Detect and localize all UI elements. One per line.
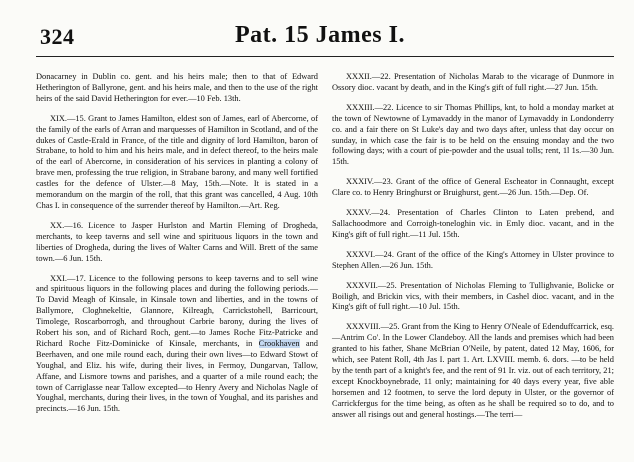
paragraph: XXXVII.—25. Presentation of Nicholas Fleming to Tullighvanie, Bolicke or Boiligh, and Brickin vics, with their members, in Cashel dioc. vacant, and in the King's gift of full right.—10 Jul. 15th. [332,280,614,312]
paragraph: XX.—16. Licence to Jasper Hurlston and Martin Fleming of Drogheda, merchants, to keep taverns and sell wine and spirituous liquors in the town and liberties of Drogheda, during the lives of Walter Carns and Will. Brett of the same town.—6 Jun. 15th. [36,220,318,263]
header-rule [36,56,614,57]
right-column [332,72,614,429]
paragraph: XXXIII.—22. Licence to sir Thomas Phillips, knt, to hold a monday market at the town of Newtowne of Lymavaddy in the manor of Lymavaddy in Londonderry co. and a fair there on St Luke's day and two days after, unless that day occur on sunday, in which case the fair is to be held on the ensuing monday and the two following days; with a court of pie-powder and the usual tolls; rent, 1l 1s.—30 Jun. 15th. [332,102,614,167]
left-column [36,72,318,424]
page-header [0,0,634,72]
highlighted-word: Crookhaven [258,338,300,348]
page-title: Pat. 15 James I. [235,22,405,48]
paragraph: XXXV.—24. Presentation of Charles Clinton to Laten prebend, and Sallachoodmore and Corroigh-toneloghin vic. in Emly dioc. vacant, and in the King's gift of full right.—11 Jul. 15th. [332,208,614,239]
paragraph [36,274,318,416]
paragraph: XXXVI.—24. Grant of the office of the King's Attorney in Ulster province to Stephen Allen.—26 Jun. 15th. [332,249,614,270]
paragraph: Donacarney in Dublin co. gent. and his heirs male; then to that of Edward Hetherington of Ballyrone, gent. and his heirs male, and then to the use of the right heirs of the said David Hetherington for ever.—10 Feb. 13th. [36,72,318,103]
paragraph: XXXIV.—23. Grant of the office of General Escheator in Connaught, except Clare co. to Henry Bringhurst or Bruighurst, gent.—26 Jun. 15th.—Dep. Of. [332,177,614,198]
paragraph: XIX.—15. Grant to James Hamilton, eldest son of James, earl of Abercorne, of the family of the earls of Arran and marquesses of Hamilton in Scotland, and of the dukes of Castle-Erald in France, of the title and dignity of lord Hamilton, baron of Strabane, to hold to him and his heirs male, and in defect thereof, to the heirs male of the earl of Abercorne, in consideration of his services in planting a colony of brave men, professing the true religion, in Strabane barony, and many well fortified castles for the defence of Ulster.—8 May, 15th.—Note. It is stated in a memorandum on the margin of the roll, that this grant was cancelled, 4 Aug. 10th Chas I. in consequence of the surrender thereof by Hamilton.—Art. Reg. [36,113,318,210]
page-number: 324 [40,24,75,49]
paragraph: XXXVIII.—25. Grant from the King to Henry O'Neale of Edenduffcarrick, esq.—Antrim Co'. In the Lower Clandeboy. All the lands and premises which had been granted to his father, Shane McBrian O'Neile, by patent, dated 12 May, 1606, for which, see Patent Roll, 4th Jas I. part 1. Art. LXVIII. memb. 6. dors. —to be held by the tenth part of a knight's fee, and the rent of 91 Ir. viz. out of each territory, 21; except Knockboynebrade, 11 only; maintaining for 40 days every year, five able horsemen and 12 footmen, to serve the lord deputy in Ulster, or the governor of Carrickfergus for the time being, as often as he shall be required so to do, and to answer all risings out and general hostings.—The terri— [332,322,614,419]
paragraph: XXXII.—22. Presentation of Nicholas Marab to the vicarage of Dunmore in Ossory dioc. vacant by death, and in the King's gift of full right.—27 Jun. 15th. [332,72,614,92]
text-run: and Beerhaven, and one mile round each, during their own lives—to Edward Stowt of Youghal, and Eliz. his wife, during their lives, in Fermoy, Dungarvan, Tallow, Affane, and Lismore towns and parishes, and a quarter of a mile round each; the town of Carriglasse near Tallow excepted—to Henry Avery and Nicholas Nagle of Youghal, merchants, during their lives, in the town of Youghal, and its parishes and precincts.—16 Jun. 15th. [36,338,318,414]
text-run: XXI.—17. Licence to the following persons to keep taverns and to sell wine and spirituous liquors in the following places and during the following periods.—To David Meagh of Kinsale, in Kinsale town and liberties, and in the towns of Ballymore, Cloghnekeltie, Glannore, Kilreagh, Carrickstohell, Barricourt, Timolege, Roscarborrogh, and throughout Carbrie barony, during the lives of Robert his son, and of Richard Roch, gent.—to James Roche Fitz-Patricke and Richard Roche Fitz-Dominicke of Kinsale, merchants, in [36,273,318,348]
